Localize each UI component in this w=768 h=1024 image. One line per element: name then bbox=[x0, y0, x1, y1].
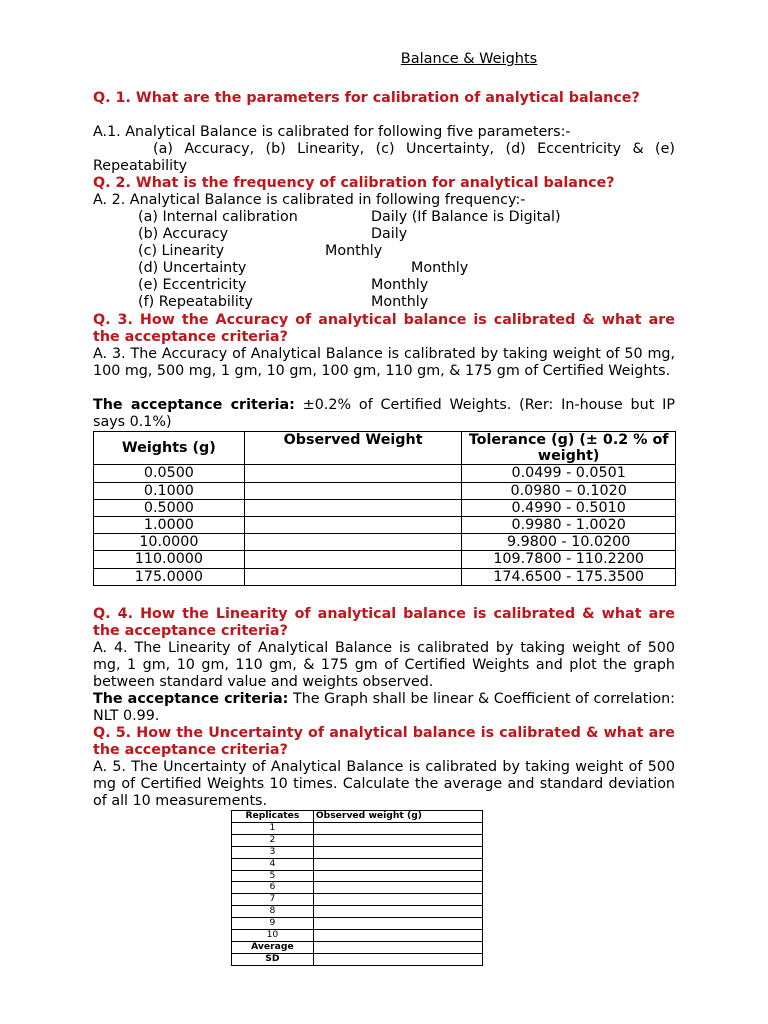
table-row-average bbox=[232, 941, 483, 953]
answer-2-intro: A. 2. Analytical Balance is calibrated in following frequency:- bbox=[93, 192, 526, 208]
cell-observed bbox=[313, 906, 482, 918]
table-row bbox=[94, 482, 676, 499]
question-2: Q. 2. What is the frequency of calibration for analytical balance? bbox=[93, 175, 615, 191]
freq-param-linearity: (c) Linearity bbox=[138, 243, 225, 259]
cell-tolerance: 0.0499 - 0.0501 bbox=[462, 465, 676, 482]
table-row-sd bbox=[232, 953, 483, 965]
freq-value-uncertainty: Monthly bbox=[411, 260, 469, 276]
header-observed: Observed Weight bbox=[244, 432, 462, 465]
cell-tolerance: 0.0980 – 0.1020 bbox=[462, 482, 676, 499]
cell-observed bbox=[313, 930, 482, 942]
question-4: Q. 4. How the Linearity of analytical balance is calibrated & what are the acceptance criteria? bbox=[93, 606, 675, 640]
table-row bbox=[232, 858, 483, 870]
table-row bbox=[232, 906, 483, 918]
table-row bbox=[94, 499, 676, 516]
cell-replicate: 8 bbox=[232, 906, 314, 918]
header-replicates: Replicates bbox=[232, 811, 314, 823]
criteria-3 bbox=[93, 397, 675, 431]
cell-tolerance: 0.9980 - 1.0020 bbox=[462, 517, 676, 534]
table-row bbox=[232, 834, 483, 846]
freq-value-linearity: Monthly bbox=[325, 243, 383, 259]
cell-weight: 110.0000 bbox=[94, 551, 245, 568]
question-1: Q. 1. What are the parameters for calibration of analytical balance? bbox=[93, 90, 640, 106]
question-3: Q. 3. How the Accuracy of analytical balance is calibrated & what are the acceptance criteria? bbox=[93, 312, 675, 346]
uncertainty-table-header bbox=[232, 811, 483, 823]
answer-1-list: (a) Accuracy, (b) Linearity, (c) Uncertainty, (d) Eccentricity & (e) Repeatability bbox=[93, 141, 675, 175]
freq-param-repeatability: (f) Repeatability bbox=[138, 294, 253, 310]
freq-value-eccentricity: Monthly bbox=[371, 277, 429, 293]
freq-value-internal: Daily (If Balance is Digital) bbox=[371, 209, 561, 225]
cell-observed bbox=[313, 846, 482, 858]
freq-param-uncertainty: (d) Uncertainty bbox=[138, 260, 247, 276]
cell-observed bbox=[244, 517, 462, 534]
cell-weight: 0.5000 bbox=[94, 499, 245, 516]
cell-replicate: 7 bbox=[232, 894, 314, 906]
table-row bbox=[94, 534, 676, 551]
cell-tolerance: 9.9800 - 10.0200 bbox=[462, 534, 676, 551]
cell-sd-label: SD bbox=[232, 953, 314, 965]
cell-average-value bbox=[313, 941, 482, 953]
criteria-4 bbox=[93, 691, 675, 725]
table-row bbox=[232, 894, 483, 906]
cell-observed bbox=[313, 894, 482, 906]
answer-3: A. 3. The Accuracy of Analytical Balance is calibrated by taking weight of 50 mg, 100 mg, 500 mg, 1 gm, 10 gm, 100 gm, 110 gm, & 175 gm of Certified Weights. bbox=[93, 346, 675, 380]
cell-tolerance: 174.6500 - 175.3500 bbox=[462, 568, 676, 585]
cell-replicate: 3 bbox=[232, 846, 314, 858]
accuracy-table bbox=[93, 431, 676, 586]
cell-observed bbox=[244, 465, 462, 482]
header-weights: Weights (g) bbox=[94, 432, 245, 465]
table-row bbox=[232, 930, 483, 942]
cell-replicate: 9 bbox=[232, 918, 314, 930]
freq-param-accuracy: (b) Accuracy bbox=[138, 226, 229, 242]
cell-observed bbox=[244, 499, 462, 516]
cell-observed bbox=[244, 482, 462, 499]
cell-observed bbox=[313, 918, 482, 930]
cell-replicate: 2 bbox=[232, 834, 314, 846]
cell-observed bbox=[313, 882, 482, 894]
question-5: Q. 5. How the Uncertainty of analytical balance is calibrated & what are the acceptance criteria? bbox=[93, 725, 675, 759]
answer-5: A. 5. The Uncertainty of Analytical Balance is calibrated by taking weight of 500 mg of Certified Weights 10 times. Calculate the average and standard deviation of all 10 measurements. bbox=[93, 759, 675, 810]
cell-replicate: 6 bbox=[232, 882, 314, 894]
page-title: Balance & Weights bbox=[400, 51, 538, 67]
answer-1-intro: A.1. Analytical Balance is calibrated for following five parameters:- bbox=[93, 124, 571, 140]
freq-value-repeatability: Monthly bbox=[371, 294, 429, 310]
cell-weight: 10.0000 bbox=[94, 534, 245, 551]
accuracy-table-header bbox=[94, 432, 676, 465]
freq-value-accuracy: Daily bbox=[371, 226, 408, 242]
cell-observed bbox=[313, 858, 482, 870]
cell-observed bbox=[244, 551, 462, 568]
criteria-4-text: The Graph shall be linear & Coefficient of correlation: NLT 0.99. bbox=[93, 691, 675, 725]
table-row bbox=[232, 870, 483, 882]
criteria-4-label: The acceptance criteria: bbox=[93, 691, 289, 707]
cell-weight: 0.0500 bbox=[94, 465, 245, 482]
cell-replicate: 4 bbox=[232, 858, 314, 870]
header-observed-weight: Observed weight (g) bbox=[313, 811, 482, 823]
cell-tolerance: 0.4990 - 0.5010 bbox=[462, 499, 676, 516]
cell-observed bbox=[244, 534, 462, 551]
table-row bbox=[232, 918, 483, 930]
table-row bbox=[94, 517, 676, 534]
answer-4: A. 4. The Linearity of Analytical Balance is calibrated by taking weight of 500 mg, 1 gm, 10 gm, 110 gm, & 175 gm of Certified Weights and plot the graph between standard value and weights observed. bbox=[93, 640, 675, 691]
table-row bbox=[94, 568, 676, 585]
cell-weight: 0.1000 bbox=[94, 482, 245, 499]
cell-replicate: 10 bbox=[232, 930, 314, 942]
table-row bbox=[94, 551, 676, 568]
cell-observed bbox=[313, 822, 482, 834]
header-tolerance: Tolerance (g) (± 0.2 % of weight) bbox=[462, 432, 676, 465]
cell-observed bbox=[313, 870, 482, 882]
uncertainty-table bbox=[231, 810, 483, 966]
table-row bbox=[94, 465, 676, 482]
criteria-3-text: ±0.2% of Certified Weights. (Rer: In-house but IP says 0.1%) bbox=[93, 397, 675, 431]
cell-average-label: Average bbox=[232, 941, 314, 953]
table-row bbox=[232, 846, 483, 858]
cell-observed bbox=[244, 568, 462, 585]
cell-tolerance: 109.7800 - 110.2200 bbox=[462, 551, 676, 568]
criteria-3-label: The acceptance criteria: bbox=[93, 397, 295, 413]
cell-weight: 175.0000 bbox=[94, 568, 245, 585]
table-row bbox=[232, 882, 483, 894]
table-row bbox=[232, 822, 483, 834]
cell-weight: 1.0000 bbox=[94, 517, 245, 534]
cell-sd-value bbox=[313, 953, 482, 965]
freq-param-eccentricity: (e) Eccentricity bbox=[138, 277, 247, 293]
cell-replicate: 1 bbox=[232, 822, 314, 834]
cell-observed bbox=[313, 834, 482, 846]
freq-param-internal: (a) Internal calibration bbox=[138, 209, 298, 225]
cell-replicate: 5 bbox=[232, 870, 314, 882]
